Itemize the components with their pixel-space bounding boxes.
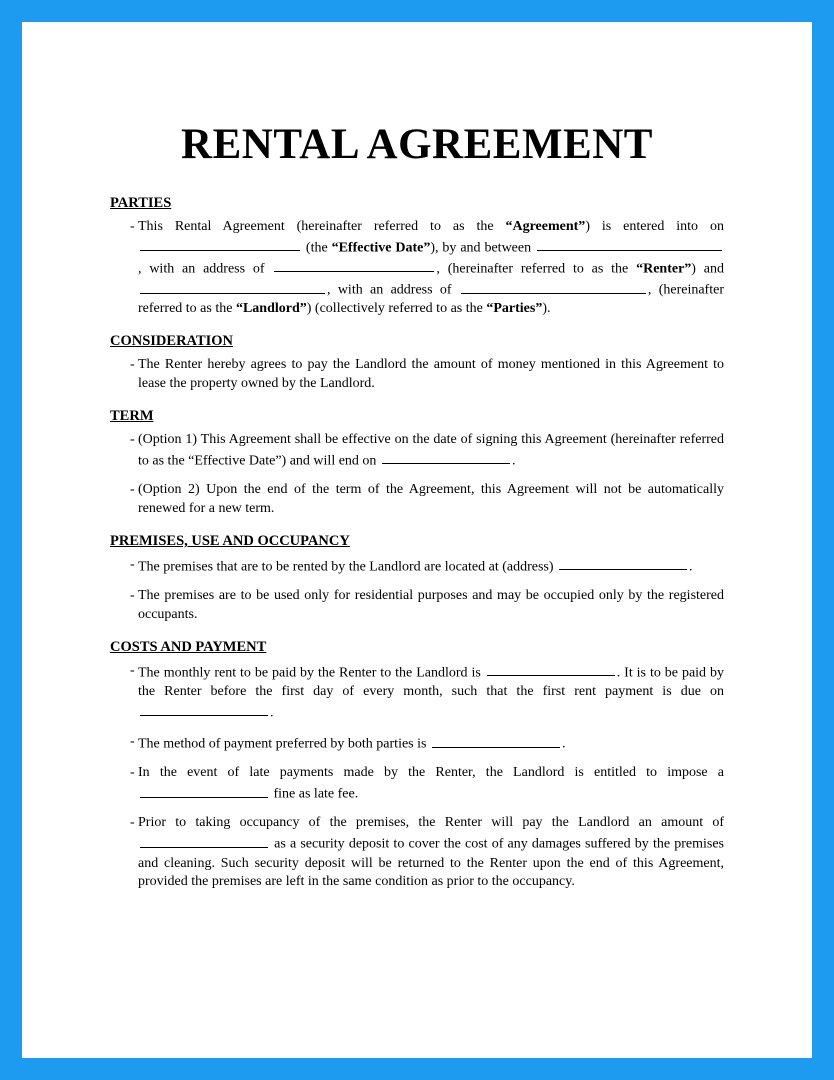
text-run: , with an address of (327, 282, 459, 298)
fill-in-blank[interactable] (140, 783, 268, 797)
clause-text (138, 481, 724, 519)
text-run: ) is entered into on (585, 219, 724, 234)
clause-list (110, 662, 724, 892)
section-consideration (110, 333, 724, 394)
section-heading-premises: PREMISES, USE AND OCCUPANCY (110, 532, 350, 549)
clause-parties-1 (110, 218, 724, 319)
fill-in-blank[interactable] (140, 237, 300, 251)
clause-text (138, 587, 724, 625)
clause-list (110, 218, 724, 319)
text-run: (Option 2) Upon the end of the term of the Agreement, this Agreement will not be automatically renewed for a new term. (138, 482, 724, 517)
fill-in-blank[interactable] (274, 258, 434, 272)
section-heading-consideration: CONSIDERATION (110, 333, 234, 350)
bullet-dash-icon: - (130, 432, 135, 448)
clause-consideration-1 (110, 356, 724, 394)
clause-premises-1 (110, 556, 724, 577)
clause-list (110, 356, 724, 394)
bullet-dash-icon: - (130, 482, 135, 498)
document-sheet (22, 22, 812, 1058)
text-run: (the (302, 240, 332, 256)
text-run: , (hereinafter referred to as the (138, 282, 724, 317)
section-premises (110, 533, 724, 625)
fill-in-blank[interactable] (140, 279, 325, 293)
clause-text (138, 556, 724, 577)
clause-term-2 (110, 481, 724, 519)
defined-term: “Effective Date” (331, 240, 431, 256)
text-run: ) and (691, 261, 724, 277)
text-run: The Renter hereby agrees to pay the Landlord the amount of money mentioned in this Agreement to lease the property owned by the Landlord. (138, 357, 724, 392)
text-run: as a security deposit to cover the cost of any damages suffered by the premises and cleaning. Such security deposit will be returned to the Renter upon the end of this Agreement, provided the premises are left in the same condition as prior to the occupancy. (138, 836, 724, 890)
fill-in-blank[interactable] (537, 237, 722, 251)
text-run: (Option 1) This Agreement shall be effective on the date of signing this Agreement (hereinafter referred to as the “Effective Date”) and will end on (138, 432, 724, 469)
text-run: The premises are to be used only for residential purposes and may be occupied only by the registered occupants. (138, 588, 724, 623)
text-run: fine as late fee. (270, 786, 359, 802)
fill-in-blank[interactable] (140, 702, 268, 716)
text-run: . (270, 705, 274, 721)
text-run: ) (collectively referred to as the (306, 301, 487, 317)
clause-costs-1 (110, 662, 724, 723)
fill-in-blank[interactable] (140, 833, 268, 847)
section-costs (110, 639, 724, 892)
section-heading-parties: PARTIES (110, 195, 172, 211)
text-run: ). (542, 301, 551, 317)
bullet-dash-icon: - (130, 662, 135, 678)
text-run: , with an address of (138, 261, 273, 277)
bullet-dash-icon: - (130, 588, 135, 604)
bullet-dash-icon: - (130, 734, 135, 750)
clause-costs-2 (110, 733, 724, 754)
text-run: The method of payment preferred by both parties is (138, 736, 430, 752)
clause-text (138, 814, 724, 892)
clause-text (138, 764, 724, 804)
defined-term: “Landlord” (235, 301, 307, 317)
text-run: In the event of late payments made by the Renter, the Landlord is entitled to impose a (138, 765, 724, 781)
clause-text (138, 431, 724, 471)
text-run: Prior to taking occupancy of the premises, the Renter will pay the Landlord an amount of (138, 815, 724, 831)
defined-term: “Renter” (636, 261, 692, 277)
page-title: RENTAL AGREEMENT (181, 121, 653, 168)
bullet-dash-icon: - (130, 815, 135, 831)
text-run: ), by and between (430, 240, 536, 256)
clause-costs-3 (110, 764, 724, 804)
clause-list (110, 431, 724, 519)
clause-term-1 (110, 431, 724, 471)
bullet-dash-icon: - (130, 765, 135, 781)
fill-in-blank[interactable] (432, 733, 560, 747)
clause-text (138, 218, 724, 319)
bullet-dash-icon: - (130, 357, 135, 373)
text-run: . (511, 453, 516, 469)
section-heading-costs: COSTS AND PAYMENT (110, 638, 267, 655)
fill-in-blank[interactable] (487, 662, 615, 676)
text-run: . (689, 559, 693, 575)
fill-in-blank[interactable] (559, 556, 687, 570)
text-run: , (hereinafter referred to as the (436, 261, 637, 277)
text-run: The premises that are to be rented by the Landlord are located at (address) (138, 559, 558, 575)
section-term (110, 408, 724, 519)
clause-list (110, 556, 724, 625)
section-heading-term: TERM (110, 408, 154, 425)
clause-text (138, 733, 724, 754)
section-parties (110, 195, 724, 319)
text-run: This Rental Agreement (hereinafter referred to as the (138, 219, 506, 234)
clause-text (138, 662, 724, 723)
clause-text (138, 356, 724, 394)
text-run: . (561, 736, 566, 752)
bullet-dash-icon: - (130, 219, 135, 234)
text-run: The monthly rent to be paid by the Renter to the Landlord is (138, 665, 485, 681)
defined-term: “Agreement” (505, 219, 586, 234)
clause-costs-4 (110, 814, 724, 892)
defined-term: “Parties” (486, 301, 543, 317)
fill-in-blank[interactable] (461, 279, 646, 293)
clause-premises-2 (110, 587, 724, 625)
fill-in-blank[interactable] (382, 450, 510, 464)
document-body (110, 195, 724, 892)
bullet-dash-icon: - (130, 556, 135, 572)
text-run: . It is to be paid by the Renter before the first day of every month, such that the first rent payment is due on (138, 665, 724, 700)
